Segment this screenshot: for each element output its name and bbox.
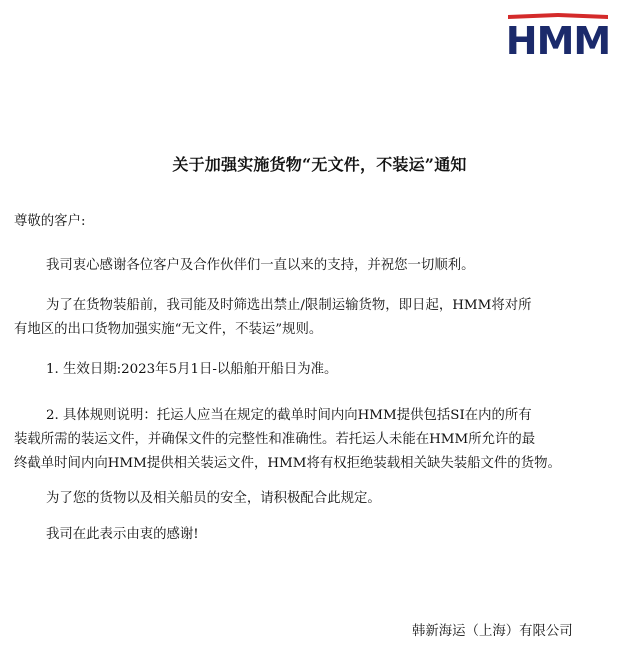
paragraph-rule-intro-line1: 为了在货物装船前，我司能及时筛选出禁止/限制运输货物，即日起，HMM将对所 <box>46 298 532 313</box>
notice-title: 关于加强实施货物“无文件，不装运”通知 <box>172 155 467 174</box>
paragraph-rule-details-line3: 终截单时间内向HMM提供相关装运文件，HMM将有权拒绝装载相关缺失装船文件的货物。 <box>14 456 561 471</box>
hmm-logo <box>506 10 610 58</box>
paragraph-effective-date: 1. 生效日期:2023年5月1日-以船舶开船日为准。 <box>46 362 338 377</box>
paragraph-rule-details-line2: 装载所需的装运文件，并确保文件的完整性和准确性。若托运人未能在HMM所允许的最 <box>14 432 536 447</box>
logo-wordmark: HMM <box>506 19 610 58</box>
salutation: 尊敬的客户: <box>14 214 86 229</box>
paragraph-rule-details-line1: 2. 具体规则说明：托运人应当在规定的截单时间内向HMM提供包括SI在内的所有 <box>46 408 532 423</box>
paragraph-closing: 我司在此表示由衷的感谢! <box>46 527 199 542</box>
company-signature: 韩新海运（上海）有限公司 <box>412 624 573 639</box>
paragraph-rule-intro-line2: 有地区的出口货物加强实施“无文件，不装运”规则。 <box>14 322 323 337</box>
paragraph-thanks: 我司衷心感谢各位客户及合作伙伴们一直以来的支持，并祝您一切顺利。 <box>46 258 475 273</box>
paragraph-cooperation: 为了您的货物以及相关船员的安全，请积极配合此规定。 <box>46 491 381 506</box>
